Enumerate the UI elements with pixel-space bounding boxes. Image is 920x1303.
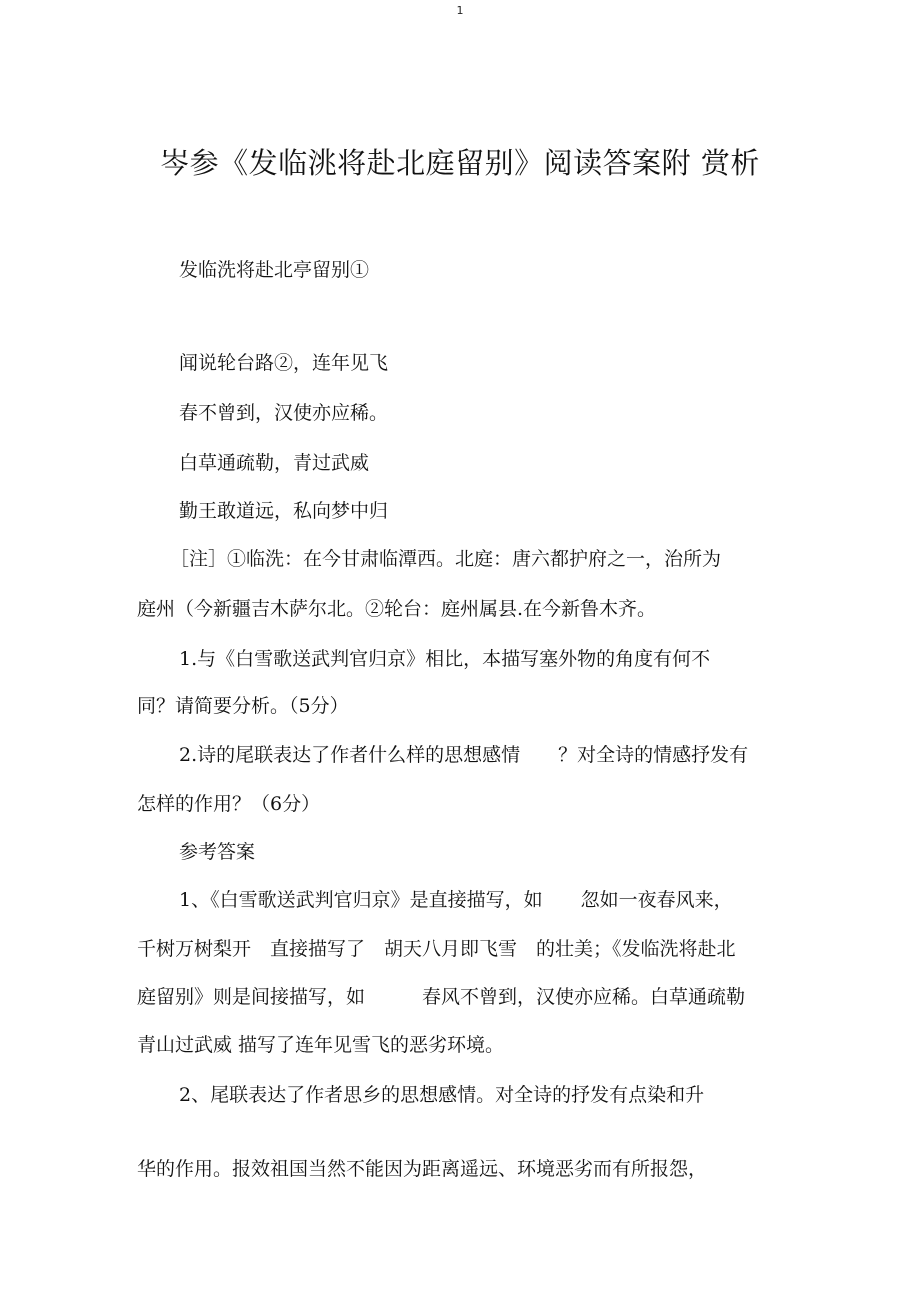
poem-line-3: 白草通疏勒，青过武威 [179, 452, 370, 474]
question1-line-1: 1.与《白雪歌送武判官归京》相比，本描写塞外物的角度有何不 [179, 648, 711, 670]
answer-heading: 参考答案 [179, 841, 256, 863]
answer1-line-1: 1、《白雪歌送武判官归京》是直接描写，如 忽如一夜春风来， [179, 889, 733, 911]
answer1-line-3: 庭留别》则是间接描写，如 春风不曾到，汉使亦应稀。白草通疏勒 [137, 986, 746, 1008]
question2-line-2: 怎样的作用？（6分） [137, 793, 321, 815]
note-line-2: 庭州（今新疆吉木萨尔北。②轮台：庭州属县.在今新鲁木齐。 [137, 598, 657, 620]
answer2-line-2: 华的作用。报效祖国当然不能因为距离遥远、环境恶劣而有所报怨， [137, 1158, 708, 1180]
poem-line-2: 春不曾到，汉使亦应稀。 [179, 402, 389, 424]
question2-line-1: 2.诗的尾联表达了作者什么样的思想感情 ？对全诗的情感抒发有 [179, 744, 749, 766]
page-number: 1 [456, 4, 464, 17]
question1-line-2: 同？请简要分析。（5分） [137, 695, 349, 717]
poem-line-1: 闻说轮台路②，连年见飞 [179, 352, 389, 374]
note-line-1: ［注］①临洗：在今甘肃临潭西。北庭：唐六都护府之一，治所为 [170, 548, 722, 570]
poem-title: 发临洗将赴北亭留别① [179, 259, 370, 281]
answer1-line-4: 青山过武威 描写了连年见雪飞的恶劣环境。 [137, 1034, 505, 1056]
poem-line-4: 勤王敢道远，私向梦中归 [179, 500, 389, 522]
answer1-line-2: 千树万树梨开 直接描写了 胡天八月即飞雪 的壮美；《发临洗将赴北 [137, 938, 736, 960]
answer2-line-1: 2、尾联表达了作者思乡的思想感情。对全诗的抒发有点染和升 [179, 1084, 705, 1106]
page-title: 岑参《发临洮将赴北庭留别》阅读答案附 赏析 [160, 146, 760, 180]
